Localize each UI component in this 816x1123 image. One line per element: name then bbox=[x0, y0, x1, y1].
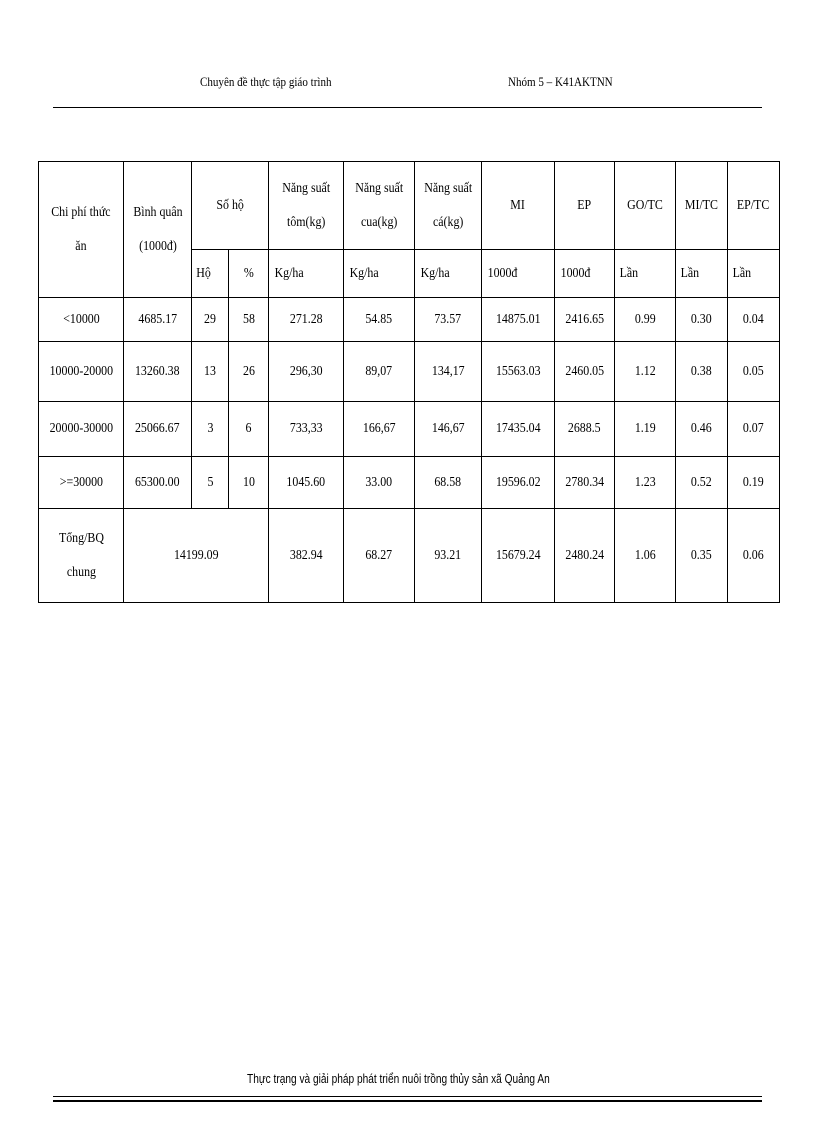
cell-pct: 6 bbox=[229, 402, 269, 457]
cell-chi-phi: <10000 bbox=[39, 298, 124, 342]
header-ns-tom-line2: tôm(kg) bbox=[286, 214, 326, 230]
header-so-ho: Số hộ bbox=[192, 162, 269, 250]
total-cua: 68.27 bbox=[344, 509, 415, 603]
cell-ca: 73.57 bbox=[415, 298, 482, 342]
total-mi-tc: 0.35 bbox=[676, 509, 728, 603]
cell-ho: 29 bbox=[192, 298, 229, 342]
header-ns-ca bbox=[415, 162, 482, 250]
cell-ep: 2688.5 bbox=[555, 402, 615, 457]
cell-mi-tc: 0.38 bbox=[676, 342, 728, 402]
cell-ep-tc: 0.19 bbox=[728, 457, 780, 509]
cell-ep-tc: 0.07 bbox=[728, 402, 780, 457]
subheader-tom-unit: Kg/ha bbox=[269, 250, 344, 298]
subheader-mi-unit: 1000đ bbox=[482, 250, 555, 298]
table-row bbox=[39, 342, 780, 402]
header-binh-quan-line2: (1000đ) bbox=[138, 238, 177, 254]
cell-mi-tc: 0.30 bbox=[676, 298, 728, 342]
cell-mi-tc: 0.46 bbox=[676, 402, 728, 457]
cell-cua: 54.85 bbox=[344, 298, 415, 342]
total-row bbox=[39, 509, 780, 603]
table-row bbox=[39, 457, 780, 509]
subheader-ca-unit: Kg/ha bbox=[415, 250, 482, 298]
header-ns-ca-line1: Năng suất bbox=[424, 180, 472, 196]
subheader-pct: % bbox=[229, 250, 269, 298]
cell-chi-phi: 10000-20000 bbox=[39, 342, 124, 402]
cell-mi: 17435.04 bbox=[482, 402, 555, 457]
total-label-line1: Tổng/BQ bbox=[58, 530, 104, 546]
feed-cost-table bbox=[38, 161, 780, 603]
cell-chi-phi: 20000-30000 bbox=[39, 402, 124, 457]
header-chi-phi bbox=[39, 162, 124, 298]
cell-ep: 2460.05 bbox=[555, 342, 615, 402]
cell-tom: 1045.60 bbox=[269, 457, 344, 509]
total-ep: 2480.24 bbox=[555, 509, 615, 603]
cell-mi: 14875.01 bbox=[482, 298, 555, 342]
header-right-group: Nhóm 5 – K41AKTNN bbox=[508, 74, 613, 89]
cell-ca: 68.58 bbox=[415, 457, 482, 509]
cell-binh-quan: 25066.67 bbox=[124, 402, 192, 457]
cell-go-tc: 1.19 bbox=[615, 402, 676, 457]
cell-binh-quan: 65300.00 bbox=[124, 457, 192, 509]
cell-ep: 2780.34 bbox=[555, 457, 615, 509]
subheader-go-tc-unit: Lần bbox=[615, 250, 676, 298]
cell-ho: 5 bbox=[192, 457, 229, 509]
total-ep-tc: 0.06 bbox=[728, 509, 780, 603]
header-mi-tc: MI/TC bbox=[676, 162, 728, 250]
header-ep: EP bbox=[555, 162, 615, 250]
cell-cua: 89,07 bbox=[344, 342, 415, 402]
cell-ep-tc: 0.04 bbox=[728, 298, 780, 342]
cell-binh-quan: 4685.17 bbox=[124, 298, 192, 342]
header-ns-ca-line2: cá(kg) bbox=[432, 214, 464, 230]
cell-go-tc: 1.12 bbox=[615, 342, 676, 402]
cell-tom: 271.28 bbox=[269, 298, 344, 342]
subheader-cua-unit: Kg/ha bbox=[344, 250, 415, 298]
cell-cua: 166,67 bbox=[344, 402, 415, 457]
cell-ca: 134,17 bbox=[415, 342, 482, 402]
cell-mi: 19596.02 bbox=[482, 457, 555, 509]
header-ns-cua bbox=[344, 162, 415, 250]
cell-mi-tc: 0.52 bbox=[676, 457, 728, 509]
cell-tom: 296,30 bbox=[269, 342, 344, 402]
subheader-ep-tc-unit: Lần bbox=[728, 250, 780, 298]
total-mi: 15679.24 bbox=[482, 509, 555, 603]
cell-pct: 26 bbox=[229, 342, 269, 402]
cell-tom: 733,33 bbox=[269, 402, 344, 457]
cell-mi: 15563.03 bbox=[482, 342, 555, 402]
total-label bbox=[39, 509, 124, 603]
cell-pct: 58 bbox=[229, 298, 269, 342]
footer-title: Thực trạng và giải pháp phát triển nuôi trồng thủy sản xã Quảng An bbox=[247, 1071, 550, 1086]
header-mi: MI bbox=[482, 162, 555, 250]
cell-ep-tc: 0.05 bbox=[728, 342, 780, 402]
cell-chi-phi: >=30000 bbox=[39, 457, 124, 509]
header-go-tc: GO/TC bbox=[615, 162, 676, 250]
subheader-ep-unit: 1000đ bbox=[555, 250, 615, 298]
header-binh-quan-line1: Bình quân bbox=[132, 204, 183, 220]
cell-ho: 13 bbox=[192, 342, 229, 402]
total-tom: 382.94 bbox=[269, 509, 344, 603]
header-ns-tom bbox=[269, 162, 344, 250]
table-row bbox=[39, 298, 780, 342]
total-go-tc: 1.06 bbox=[615, 509, 676, 603]
subheader-ho: Hộ bbox=[192, 250, 229, 298]
cell-ca: 146,67 bbox=[415, 402, 482, 457]
cell-ep: 2416.65 bbox=[555, 298, 615, 342]
header-chi-phi-line2: ăn bbox=[75, 238, 87, 254]
header-chi-phi-line1: Chi phí thức bbox=[51, 204, 111, 220]
cell-cua: 33.00 bbox=[344, 457, 415, 509]
cell-ho: 3 bbox=[192, 402, 229, 457]
header-left-title: Chuyên đề thực tập giáo trình bbox=[200, 74, 332, 89]
header-ns-cua-line1: Năng suất bbox=[355, 180, 403, 196]
total-label-line2: chung bbox=[66, 564, 96, 580]
cell-go-tc: 0.99 bbox=[615, 298, 676, 342]
total-ca: 93.21 bbox=[415, 509, 482, 603]
header-binh-quan bbox=[124, 162, 192, 298]
cell-pct: 10 bbox=[229, 457, 269, 509]
cell-go-tc: 1.23 bbox=[615, 457, 676, 509]
header-ep-tc: EP/TC bbox=[728, 162, 780, 250]
header-ns-tom-line1: Năng suất bbox=[282, 180, 330, 196]
header-rule bbox=[53, 107, 762, 108]
header-row bbox=[39, 162, 780, 250]
subheader-mi-tc-unit: Lần bbox=[676, 250, 728, 298]
header-ns-cua-line2: cua(kg) bbox=[360, 214, 398, 230]
footer-rule-thin bbox=[53, 1096, 762, 1097]
table-row bbox=[39, 402, 780, 457]
footer-rule-thick bbox=[53, 1100, 762, 1102]
cell-binh-quan: 13260.38 bbox=[124, 342, 192, 402]
total-binh-quan: 14199.09 bbox=[124, 509, 269, 603]
